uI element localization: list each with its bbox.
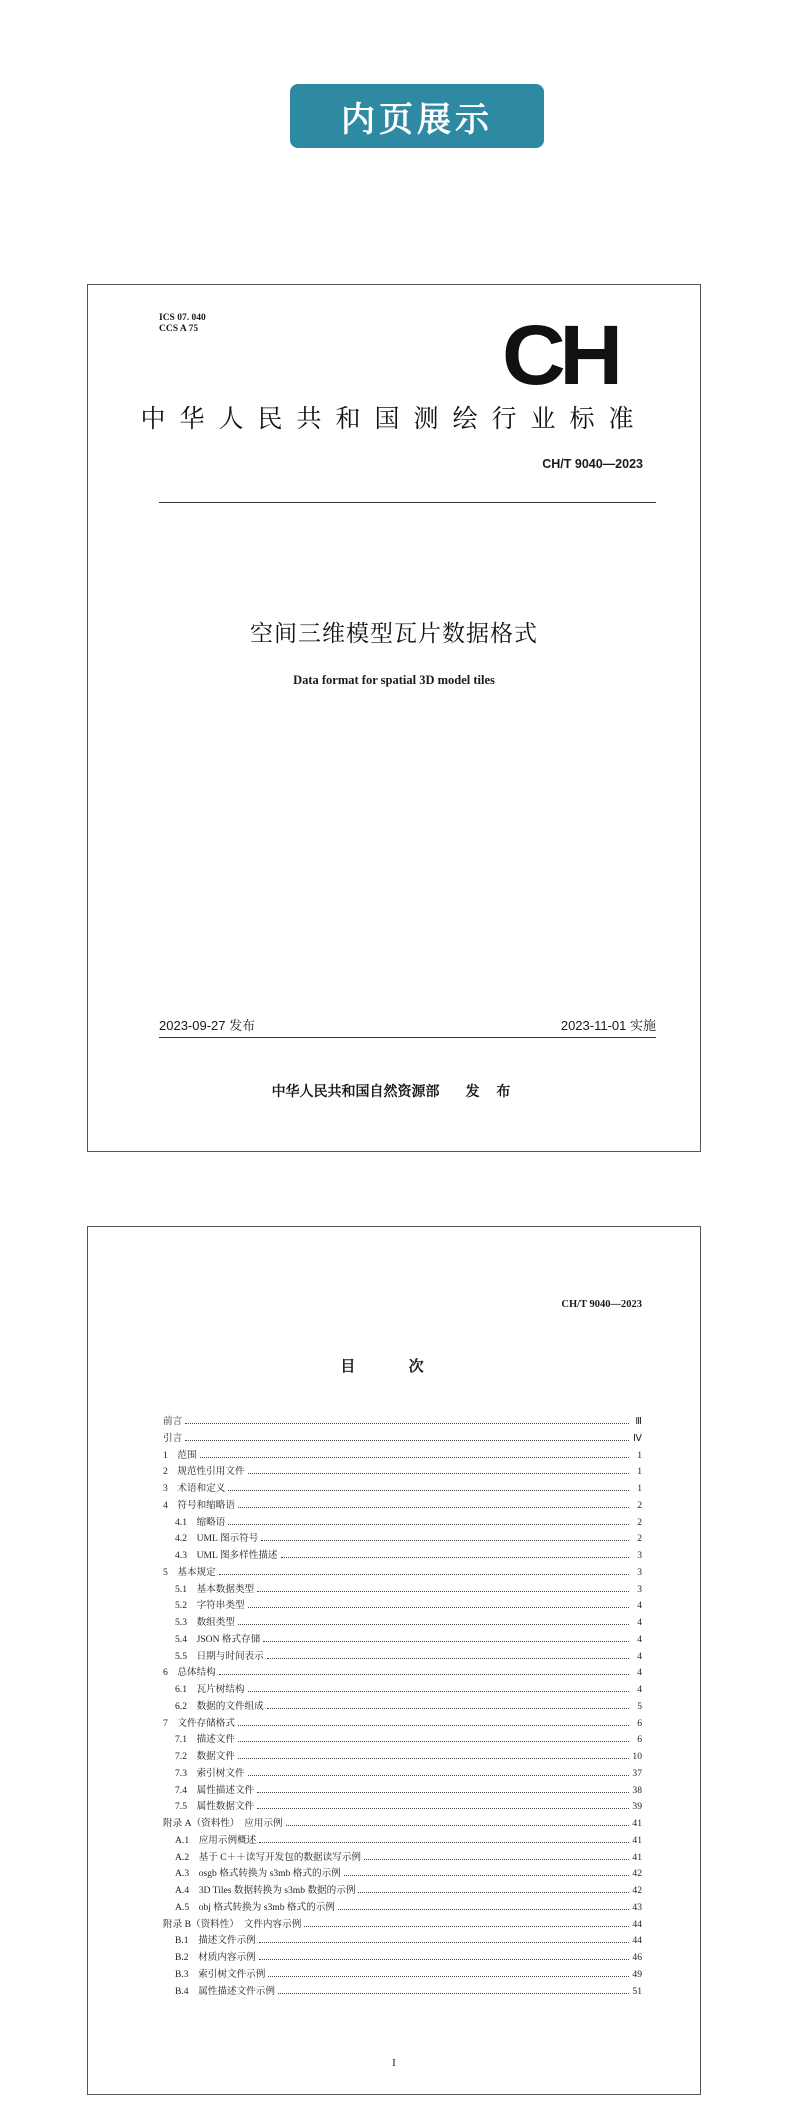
toc-leader-dots: [259, 1836, 629, 1843]
toc-entry-label: 5.4 JSON 格式存储: [175, 1633, 261, 1645]
toc-entry: [163, 1430, 642, 1447]
toc-entry-label: 5.2 字符串类型: [175, 1600, 245, 1612]
toc-entry: [163, 1497, 642, 1514]
toc-entry-label: 4.2 UML 图示符号: [175, 1533, 259, 1545]
toc-leader-dots: [257, 1802, 629, 1809]
publisher: [88, 1081, 700, 1101]
document-title: 空间三维模型瓦片数据格式: [250, 621, 538, 647]
toc-entry: [163, 1514, 642, 1531]
toc-leader-dots: [281, 1551, 629, 1558]
toc-leader-dots: [358, 1886, 629, 1893]
toc-entry-label: 前言: [163, 1416, 183, 1427]
toc-leader-dots: [185, 1417, 629, 1424]
toc-entry: [163, 1865, 642, 1882]
toc-entry: [163, 1899, 642, 1916]
toc-entry: [163, 1648, 642, 1665]
toc-entry-label: 5 基本规定: [163, 1566, 216, 1578]
toc-leader-dots: [278, 1987, 629, 1994]
toc-leader-dots: [268, 1970, 629, 1977]
page-number: I: [392, 2057, 396, 2069]
toc-leader-dots: [248, 1769, 629, 1776]
toc-entry-label: A.5 obj 格式转换为 s3mb 格式的示例: [175, 1901, 335, 1913]
toc-entry: [163, 1480, 642, 1497]
toc-entry: [163, 1447, 642, 1464]
toc-leader-dots: [228, 1518, 629, 1525]
toc-list: [163, 1413, 642, 1999]
publisher-suffix: 发 布: [465, 1084, 517, 1100]
toc-leader-dots: [338, 1903, 629, 1910]
toc-entry-label: 6.2 数据的文件组成: [175, 1700, 264, 1712]
toc-entry-page: 4: [637, 1633, 642, 1645]
toc-entry-page: 49: [632, 1968, 642, 1980]
issue-date: 2023-09-27 发布: [159, 1018, 256, 1033]
toc-entry-page: 6: [637, 1734, 642, 1746]
toc-entry-label: 5.5 日期与时间表示: [175, 1650, 264, 1662]
toc-entry-label: 6.1 瓦片树结构: [175, 1684, 245, 1695]
toc-entry: [163, 1748, 642, 1765]
footer-divider: [159, 1037, 656, 1038]
toc-entry: [163, 1983, 642, 2000]
toc-leader-dots: [259, 1936, 629, 1943]
toc-entry-label: 5.1 基本数据类型: [175, 1583, 255, 1595]
toc-entry: [163, 1681, 642, 1698]
toc-entry: [163, 1949, 642, 1966]
toc-entry-page: 4: [637, 1667, 642, 1679]
toc-entry-label: 5.3 数组类型: [175, 1617, 235, 1628]
toc-entry-page: 4: [637, 1650, 642, 1662]
toc-leader-dots: [257, 1585, 629, 1592]
toc-entry-page: 39: [632, 1801, 642, 1813]
ccs-code: CCS A 75: [159, 324, 199, 334]
toc-entry-page: 46: [632, 1952, 642, 1963]
ics-code: ICS 07. 040: [159, 313, 206, 323]
toc-entry-label: A.3 osgb 格式转换为 s3mb 格式的示例: [175, 1868, 341, 1880]
toc-entry-label: A.2 基于 C＋＋读写开发包的数据读写示例: [175, 1851, 362, 1863]
toc-entry-page: 3: [637, 1566, 642, 1578]
toc-entry-page: 51: [632, 1985, 642, 1997]
toc-entry: [163, 1413, 642, 1430]
toc-entry: [163, 1882, 642, 1899]
toc-entry-page: 42: [632, 1885, 642, 1896]
toc-entry: [163, 1815, 642, 1832]
toc-leader-dots: [248, 1601, 629, 1608]
classification-codes: [159, 313, 206, 335]
toc-entry: [163, 1849, 642, 1866]
toc-entry-page: 10: [632, 1751, 642, 1762]
section-banner: 内页展示: [290, 84, 544, 148]
header-divider: [159, 502, 656, 503]
standard-number: CH/T 9040—2023: [542, 457, 643, 471]
toc-entry-page: 4: [637, 1617, 642, 1628]
toc-leader-dots: [304, 1920, 629, 1927]
toc-entry-label: B.4 属性描述文件示例: [175, 1985, 275, 1997]
toc-entry: [163, 1966, 642, 1983]
toc-entry-page: Ⅲ: [635, 1416, 642, 1427]
ch-logo: CH: [502, 308, 617, 402]
toc-leader-dots: [238, 1752, 629, 1759]
toc-leader-dots: [238, 1618, 629, 1625]
toc-entry-page: 2: [637, 1533, 642, 1545]
toc-entry-label: 引言: [163, 1432, 183, 1444]
toc-leader-dots: [261, 1534, 629, 1541]
toc-entry-label: 6 总体结构: [163, 1667, 216, 1679]
toc-entry: [163, 1530, 642, 1547]
toc-entry-label: B.1 描述文件示例: [175, 1935, 256, 1947]
standard-category-title: 中华人民共和国测绘行业标准: [140, 404, 648, 433]
toc-entry-label: 7.5 属性数据文件: [175, 1801, 255, 1813]
toc-entry-page: 41: [632, 1834, 642, 1846]
toc-entry-page: 44: [632, 1935, 642, 1947]
toc-leader-dots: [200, 1451, 629, 1458]
toc-leader-dots: [238, 1719, 629, 1726]
toc-page: [87, 1226, 701, 2095]
toc-entry-label: 3 术语和定义: [163, 1483, 226, 1494]
toc-entry-label: 7.1 描述文件: [175, 1734, 235, 1746]
toc-leader-dots: [219, 1568, 629, 1575]
toc-entry-page: 4: [637, 1600, 642, 1612]
toc-entry-label: 2 规范性引用文件: [163, 1466, 245, 1478]
publisher-name: 中华人民共和国自然资源部: [271, 1084, 440, 1100]
toc-entry-page: 2: [637, 1499, 642, 1511]
toc-entry-label: 7 文件存储格式: [163, 1717, 235, 1729]
toc-leader-dots: [248, 1467, 629, 1474]
implementation-date: 2023-11-01 实施: [560, 1018, 656, 1033]
toc-leader-dots: [219, 1668, 629, 1675]
toc-leader-dots: [364, 1853, 629, 1860]
toc-standard-number: CH/T 9040—2023: [561, 1299, 642, 1310]
toc-leader-dots: [267, 1652, 629, 1659]
toc-entry-label: A.1 应用示例概述: [175, 1834, 257, 1846]
toc-entry-page: 42: [632, 1868, 642, 1880]
toc-entry: [163, 1463, 642, 1480]
toc-heading: 目 次: [340, 1357, 448, 1375]
toc-entry: [163, 1664, 642, 1681]
toc-entry-page: 3: [637, 1583, 642, 1595]
toc-leader-dots: [259, 1953, 629, 1960]
toc-leader-dots: [263, 1635, 629, 1642]
toc-entry-page: 41: [632, 1851, 642, 1863]
toc-leader-dots: [344, 1869, 629, 1876]
toc-entry-page: 1: [637, 1483, 642, 1494]
toc-entry: [163, 1832, 642, 1849]
toc-entry: [163, 1564, 642, 1581]
toc-entry-page: 6: [637, 1717, 642, 1729]
toc-entry-label: 7.3 索引树文件: [175, 1767, 245, 1779]
toc-entry-label: B.3 索引树文件示例: [175, 1968, 266, 1980]
toc-entry-page: 44: [632, 1918, 642, 1930]
toc-entry-label: 4.1 缩略语: [175, 1516, 226, 1528]
toc-entry: [163, 1916, 642, 1933]
toc-entry-page: 5: [637, 1700, 642, 1712]
document-subtitle: Data format for spatial 3D model tiles: [293, 673, 495, 687]
toc-entry-label: B.2 材质内容示例: [175, 1952, 256, 1963]
toc-entry: [163, 1614, 642, 1631]
toc-entry-page: 41: [632, 1818, 642, 1829]
toc-entry-label: 4.3 UML 图多样性描述: [175, 1550, 278, 1561]
toc-entry: [163, 1765, 642, 1782]
cover-page: [87, 284, 701, 1152]
toc-entry-page: Ⅳ: [633, 1432, 642, 1444]
toc-entry-page: 38: [632, 1784, 642, 1796]
toc-entry: [163, 1798, 642, 1815]
toc-entry: [163, 1547, 642, 1564]
toc-entry-label: 7.4 属性描述文件: [175, 1784, 255, 1796]
toc-entry-label: 附录 A（资料性） 应用示例: [163, 1818, 283, 1829]
toc-entry: [163, 1715, 642, 1732]
toc-entry: [163, 1731, 642, 1748]
toc-entry: [163, 1782, 642, 1799]
toc-entry: [163, 1932, 642, 1949]
toc-entry-label: 1 范围: [163, 1449, 197, 1461]
toc-entry: [163, 1581, 642, 1598]
toc-entry-page: 2: [637, 1516, 642, 1528]
toc-entry-page: 43: [632, 1901, 642, 1913]
toc-entry: [163, 1631, 642, 1648]
toc-entry-page: 1: [637, 1449, 642, 1461]
toc-entry-label: A.4 3D Tiles 数据转换为 s3mb 数据的示例: [175, 1885, 356, 1896]
toc-leader-dots: [238, 1501, 629, 1508]
toc-leader-dots: [248, 1685, 629, 1692]
toc-entry-page: 3: [637, 1550, 642, 1561]
toc-entry-page: 1: [637, 1466, 642, 1478]
toc-entry-page: 4: [637, 1684, 642, 1695]
toc-entry-label: 7.2 数据文件: [175, 1751, 235, 1762]
toc-leader-dots: [267, 1702, 629, 1709]
toc-leader-dots: [185, 1434, 629, 1441]
toc-entry-label: 附录 B（资料性） 文件内容示例: [163, 1918, 302, 1930]
toc-entry: [163, 1597, 642, 1614]
toc-entry: [163, 1698, 642, 1715]
toc-entry-label: 4 符号和缩略语: [163, 1499, 235, 1511]
toc-leader-dots: [286, 1819, 629, 1826]
toc-leader-dots: [257, 1786, 629, 1793]
toc-leader-dots: [238, 1735, 629, 1742]
toc-leader-dots: [228, 1484, 629, 1491]
toc-entry-page: 37: [632, 1767, 642, 1779]
